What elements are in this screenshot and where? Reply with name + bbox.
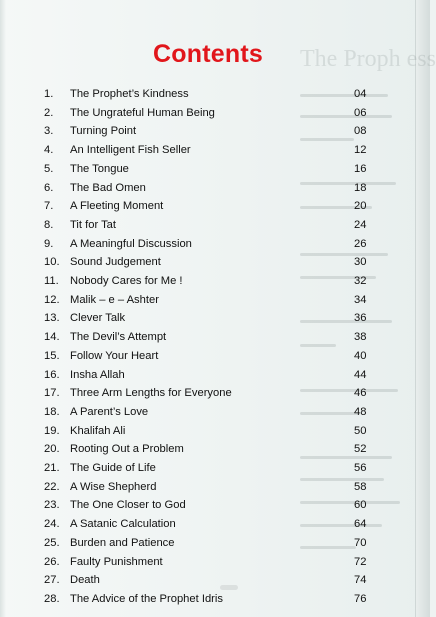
toc-entry-title[interactable]: Clever Talk [70, 312, 126, 325]
toc-entry-page-number: 56 [354, 462, 367, 474]
toc-entry-page-number: 08 [354, 125, 367, 138]
toc-entry-page-number: 18 [354, 181, 367, 194]
toc-entry[interactable] [0, 88, 416, 108]
toc-entry-page-number: 70 [354, 536, 367, 549]
toc-entry-title[interactable]: A Wise Shepherd [70, 480, 157, 493]
toc-entry[interactable] [0, 406, 416, 426]
toc-entry[interactable] [0, 182, 416, 202]
toc-entry-number: 15. [44, 349, 60, 362]
toc-entry-number: 27. [44, 574, 60, 587]
toc-entry-number: 23. [44, 499, 60, 512]
toc-entry[interactable] [0, 219, 416, 239]
show-through-title: The Proph ess [300, 46, 436, 72]
toc-entry[interactable] [0, 200, 416, 220]
toc-entry-number: 21. [44, 462, 60, 474]
toc-entry-title[interactable]: Sound Judgement [70, 256, 161, 269]
toc-entry-title[interactable]: The Prophet’s Kindness [70, 88, 189, 100]
toc-entry[interactable] [0, 275, 416, 295]
toc-entry-page-number: 44 [354, 368, 367, 381]
toc-entry-page-number: 36 [354, 312, 367, 325]
toc-entry-title[interactable]: A Satanic Calculation [70, 518, 176, 531]
toc-entry[interactable] [0, 369, 416, 389]
toc-entry-number: 25. [44, 536, 60, 549]
toc-entry[interactable] [0, 387, 416, 407]
toc-entry-number: 12. [44, 293, 60, 306]
toc-entry-title[interactable]: The Devil’s Attempt [70, 331, 167, 344]
toc-entry-page-number: 12 [354, 144, 367, 157]
toc-entry[interactable] [0, 518, 416, 538]
toc-entry[interactable] [0, 256, 416, 276]
toc-entry-title[interactable]: Insha Allah [70, 368, 125, 381]
toc-entry-page-number: 04 [354, 88, 367, 100]
toc-entry-page-number: 16 [354, 162, 367, 175]
toc-entry-number: 19. [44, 424, 60, 437]
toc-entry[interactable] [0, 499, 416, 519]
toc-entry-page-number: 76 [354, 592, 367, 605]
toc-entry-page-number: 40 [354, 349, 367, 362]
toc-entry-number: 9. [44, 237, 54, 250]
toc-entry[interactable] [0, 238, 416, 258]
toc-entry-title[interactable]: A Fleeting Moment [70, 200, 164, 213]
toc-entry-number: 24. [44, 518, 60, 531]
faint-page-mark [220, 585, 238, 590]
toc-entry[interactable] [0, 144, 416, 164]
toc-entry-title[interactable]: The One Closer to God [70, 499, 186, 512]
toc-entry-number: 14. [44, 331, 60, 344]
toc-entry-page-number: 34 [354, 293, 367, 306]
toc-entry-page-number: 26 [354, 237, 367, 250]
toc-entry-page-number: 48 [354, 405, 367, 418]
toc-entry-page-number: 64 [354, 518, 367, 531]
toc-entry-number: 26. [44, 555, 60, 568]
toc-entry[interactable] [0, 312, 416, 332]
toc-entry-page-number: 30 [354, 256, 367, 269]
toc-entry-title[interactable]: Nobody Cares for Me ! [70, 275, 183, 287]
toc-entry-title[interactable]: Faulty Punishment [70, 555, 163, 568]
toc-entry-page-number: 50 [354, 424, 367, 437]
toc-entry-page-number: 60 [354, 499, 367, 512]
toc-entry[interactable] [0, 163, 416, 183]
toc-entry-number: 22. [44, 480, 60, 493]
toc-entry-title[interactable]: Burden and Patience [70, 536, 175, 549]
toc-entry-page-number: 58 [354, 480, 367, 493]
toc-entry-number: 20. [44, 443, 60, 456]
toc-entry-number: 13. [44, 312, 60, 325]
toc-entry-title[interactable]: Malik – e – Ashter [70, 293, 159, 306]
toc-entry-number: 17. [44, 387, 60, 400]
toc-entry-number: 4. [44, 144, 54, 157]
toc-entry-page-number: 74 [354, 574, 367, 587]
toc-entry-title[interactable]: The Advice of the Prophet Idris [70, 592, 223, 605]
toc-entry-title[interactable]: Khalifah Ali [70, 424, 126, 437]
toc-entry[interactable] [0, 574, 416, 594]
toc-entry[interactable] [0, 593, 416, 613]
toc-entry-number: 7. [44, 200, 54, 213]
toc-entry[interactable] [0, 107, 416, 127]
toc-entry-number: 18. [44, 405, 60, 418]
toc-entry[interactable] [0, 537, 416, 557]
toc-entry-title[interactable]: The Bad Omen [70, 181, 146, 194]
toc-entry-page-number: 46 [354, 387, 367, 400]
toc-entry-number: 11. [44, 275, 59, 287]
toc-entry-title[interactable]: Turning Point [70, 125, 137, 138]
toc-entry-title[interactable]: A Parent’s Love [70, 405, 149, 418]
toc-entry[interactable] [0, 556, 416, 576]
toc-entry-title[interactable]: The Tongue [70, 162, 129, 175]
toc-entry[interactable] [0, 443, 416, 463]
toc-entry[interactable] [0, 462, 416, 482]
toc-entry-number: 10. [44, 256, 60, 269]
toc-entry-number: 6. [44, 181, 54, 194]
toc-entry-title[interactable]: Follow Your Heart [70, 349, 159, 362]
toc-entry-number: 3. [44, 125, 54, 138]
toc-entry-number: 8. [44, 218, 54, 231]
toc-entry-number: 1. [44, 88, 54, 100]
toc-entry-title[interactable]: Rooting Out a Problem [70, 443, 184, 456]
toc-entry[interactable] [0, 481, 416, 501]
toc-entry-title[interactable]: Death [70, 574, 100, 587]
toc-entry-title[interactable]: Three Arm Lengths for Everyone [70, 387, 232, 400]
toc-entry-title[interactable]: Tit for Tat [70, 218, 117, 231]
toc-entry-page-number: 52 [354, 443, 367, 456]
toc-entry-page-number: 72 [354, 555, 367, 568]
toc-entry-page-number: 32 [354, 275, 367, 287]
toc-entry[interactable] [0, 294, 416, 314]
toc-entry-title[interactable]: The Guide of Life [70, 462, 156, 474]
toc-entry-number: 2. [44, 106, 54, 119]
toc-entry[interactable] [0, 425, 416, 445]
contents-title: Contents [153, 40, 263, 68]
toc-entry-number: 28. [44, 592, 60, 605]
toc-entry[interactable] [0, 350, 416, 370]
toc-entry-title[interactable]: A Meaningful Discussion [70, 237, 192, 250]
toc-entry-number: 16. [44, 368, 60, 381]
toc-entry-title[interactable]: The Ungrateful Human Being [70, 106, 215, 119]
toc-entry-title[interactable]: An Intelligent Fish Seller [70, 144, 191, 157]
toc-entry-page-number: 38 [354, 331, 367, 344]
toc-entry[interactable] [0, 125, 416, 145]
toc-entry-page-number: 06 [354, 106, 367, 119]
toc-entry-page-number: 20 [354, 200, 367, 213]
toc-entry-page-number: 24 [354, 218, 367, 231]
toc-entry[interactable] [0, 331, 416, 351]
toc-entry-number: 5. [44, 162, 54, 175]
